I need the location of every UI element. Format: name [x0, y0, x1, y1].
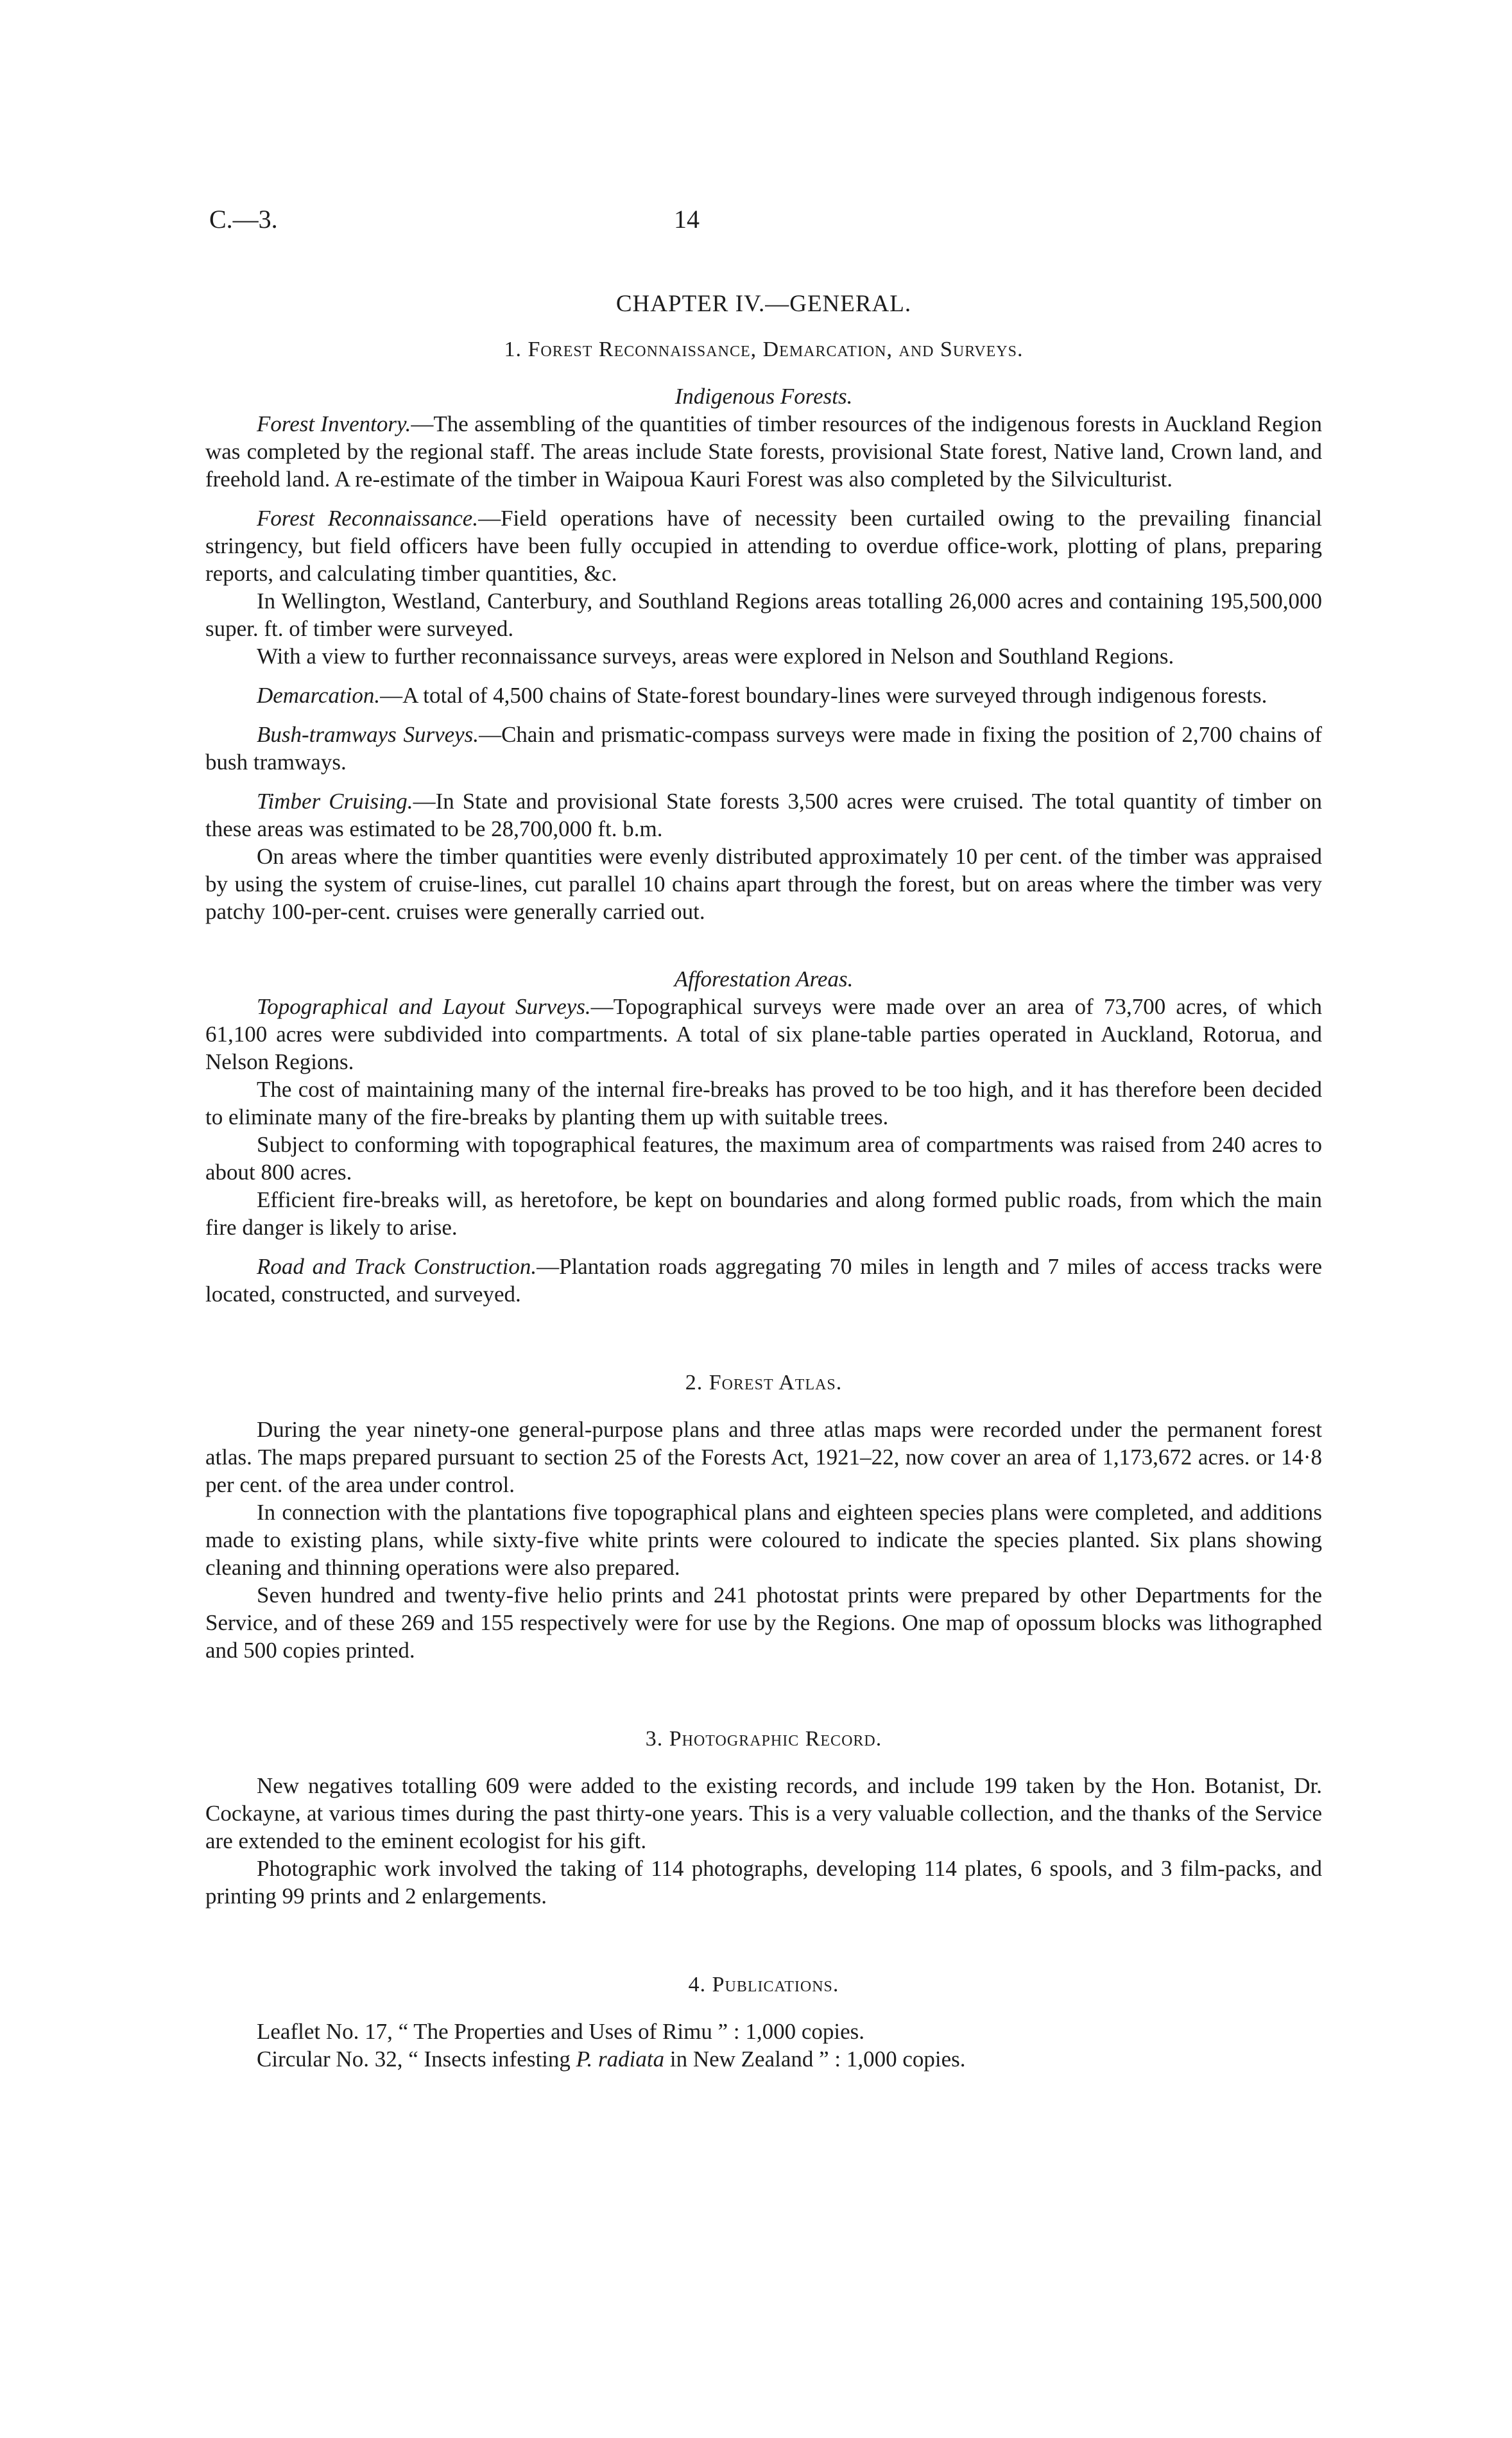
- text-forest-reconnaissance: —Field operations have of necessity been curtailed owing to the prevailing financial stringency, but field officers have been fully occupied in attending to overdue office-work, plotting of plans, preparing reports, and calculating timber quantities, &c.: [205, 506, 1322, 586]
- paragraph-atlas-plans: During the year ninety-one general-purpose plans and three atlas maps were recorded under the permanent forest atlas. The maps prepared pursuant to section 25 of the Forests Act, 1921–22, now cover an area of 1,173,672 acres. or 14·8 per cent. of the area under control.: [205, 1417, 1322, 1497]
- lead-timber-cruising: Timber Cruising.: [257, 789, 413, 814]
- publication-circular: [205, 2045, 1322, 2073]
- paragraph-demarcation: [205, 682, 1322, 709]
- lead-forest-inventory: Forest Inventory.: [257, 411, 411, 436]
- page-header: [205, 204, 1322, 243]
- paragraph-topographical-surveys: [205, 993, 1322, 1076]
- section-heading-forest-atlas: 2. Forest Atlas.: [685, 1371, 843, 1395]
- paragraph-cruise-lines: On areas where the timber quantities were evenly distributed approximately 10 per cent. of the timber was appraised by using the system of cruise-lines, cut parallel 10 chains apart through the forest, but on areas where the timber was very patchy 100-per-cent. cruises were generally carried out.: [205, 844, 1322, 924]
- text-demarcation: —A total of 4,500 chains of State-forest boundary-lines were surveyed through indigenous forests.: [380, 683, 1267, 708]
- page-number: 14: [674, 205, 700, 234]
- paragraph-areas-explored: With a view to further reconnaissance surveys, areas were explored in Nelson and Southland Regions.: [257, 644, 1174, 669]
- chapter-title: CHAPTER IV.—GENERAL.: [615, 291, 912, 317]
- lead-topographical-surveys: Topographical and Layout Surveys.: [257, 994, 591, 1019]
- paragraph-efficient-fire-breaks: Efficient fire-breaks will, as heretofore, be kept on boundaries and along formed public roads, from which the main fire danger is likely to arise.: [205, 1187, 1322, 1240]
- section-heading-reconnaissance: 1. Forest Reconnaissance, Demarcation, and Surveys.: [504, 338, 1024, 361]
- paragraph-regions-surveyed: In Wellington, Westland, Canterbury, and Southland Regions areas totalling 26,000 acres and containing 195,500,000 super. ft. of timber were surveyed.: [205, 588, 1322, 641]
- paragraph-forest-reconnaissance: [205, 504, 1322, 587]
- lead-bush-tramways: Bush-tramways Surveys.: [257, 722, 479, 747]
- paragraph-fire-breaks-cost: The cost of maintaining many of the internal fire-breaks has proved to be too high, and it has therefore been decided to eliminate many of the fire-breaks by planting them up with suitable trees.: [205, 1077, 1322, 1129]
- paragraph-plantations-plans: In connection with the plantations five topographical plans and eighteen species plans were completed, and additions made to existing plans, while sixty-five white prints were coloured to indicate the species planted. Six plans showing cleaning and thinning operations were also prepared.: [205, 1500, 1322, 1580]
- circular-text-end: in New Zealand ” : 1,000 copies.: [664, 2047, 966, 2072]
- circular-text-start: Circular No. 32, “ Insects infesting: [257, 2047, 576, 2072]
- text-forest-inventory: —The assembling of the quantities of timber resources of the indigenous forests in Auckland Region was completed by the regional staff. The areas include State forests, provisional State forest, Native land, Crown land, and freehold land. A re-estimate of the timber in Waipoua Kauri Forest was also completed by the Silviculturist.: [205, 411, 1322, 492]
- paragraph-bush-tramways: [205, 721, 1322, 776]
- lead-road-track: Road and Track Construction.: [257, 1254, 537, 1279]
- publication-leaflet: Leaflet No. 17, “ The Properties and Uses of Rimu ” : 1,000 copies.: [257, 2019, 865, 2044]
- circular-species-name: P. radiata: [576, 2047, 665, 2072]
- subheading-indigenous-forests: Indigenous Forests.: [674, 384, 853, 409]
- text-timber-cruising: —In State and provisional State forests 3,500 acres were cruised. The total quantity of timber on these areas was estimated to be 28,700,000 ft. b.m.: [205, 789, 1322, 841]
- subheading-afforestation-areas: Afforestation Areas.: [674, 966, 854, 992]
- paragraph-photographic-work: Photographic work involved the taking of 114 photographs, developing 114 plates, 6 spools, and 3 film-packs, and printing 99 prints and 2 enlargements.: [205, 1856, 1322, 1909]
- paragraph-helio-prints: Seven hundred and twenty-five helio prints and 241 photostat prints were prepared by other Departments for the Service, and of these 269 and 155 respectively were for use by the Regions. One map of opossum blocks was lithographed and 500 copies printed.: [205, 1583, 1322, 1663]
- body-text: [205, 290, 1322, 2073]
- paragraph-timber-cruising: [205, 787, 1322, 843]
- document-reference: C.—3.: [209, 205, 278, 234]
- text-road-track: —Plantation roads aggregating 70 miles in length and 7 miles of access tracks were located, constructed, and surveyed.: [205, 1254, 1323, 1307]
- section-heading-photographic-record: 3. Photographic Record.: [645, 1727, 882, 1751]
- paragraph-compartments: Subject to conforming with topographical features, the maximum area of compartments was raised from 240 acres to about 800 acres.: [205, 1132, 1322, 1185]
- publications-list: [205, 2018, 1322, 2073]
- paragraph-negatives: New negatives totalling 609 were added to the existing records, and include 199 taken by the Hon. Botanist, Dr. Cockayne, at various times during the past thirty-one years. This is a very valuable collection, and the thanks of the Service are extended to the eminent ecologist for his gift.: [205, 1773, 1322, 1853]
- document-page: [205, 0, 1322, 2438]
- text-topographical-surveys: —Topographical surveys were made over an area of 73,700 acres, of which 61,100 acres were subdivided into compartments. A total of six plane-table parties operated in Auckland, Rotorua, and Nelson Regions.: [205, 994, 1322, 1074]
- lead-forest-reconnaissance: Forest Reconnaissance.: [257, 506, 479, 531]
- text-bush-tramways: —Chain and prismatic-compass surveys were made in fixing the position of 2,700 chains of bush tramways.: [205, 722, 1323, 775]
- section-heading-publications: 4. Publications.: [688, 1973, 839, 1996]
- lead-demarcation: Demarcation.: [257, 683, 381, 708]
- paragraph-road-track: [205, 1253, 1322, 1308]
- paragraph-forest-inventory: [205, 410, 1322, 493]
